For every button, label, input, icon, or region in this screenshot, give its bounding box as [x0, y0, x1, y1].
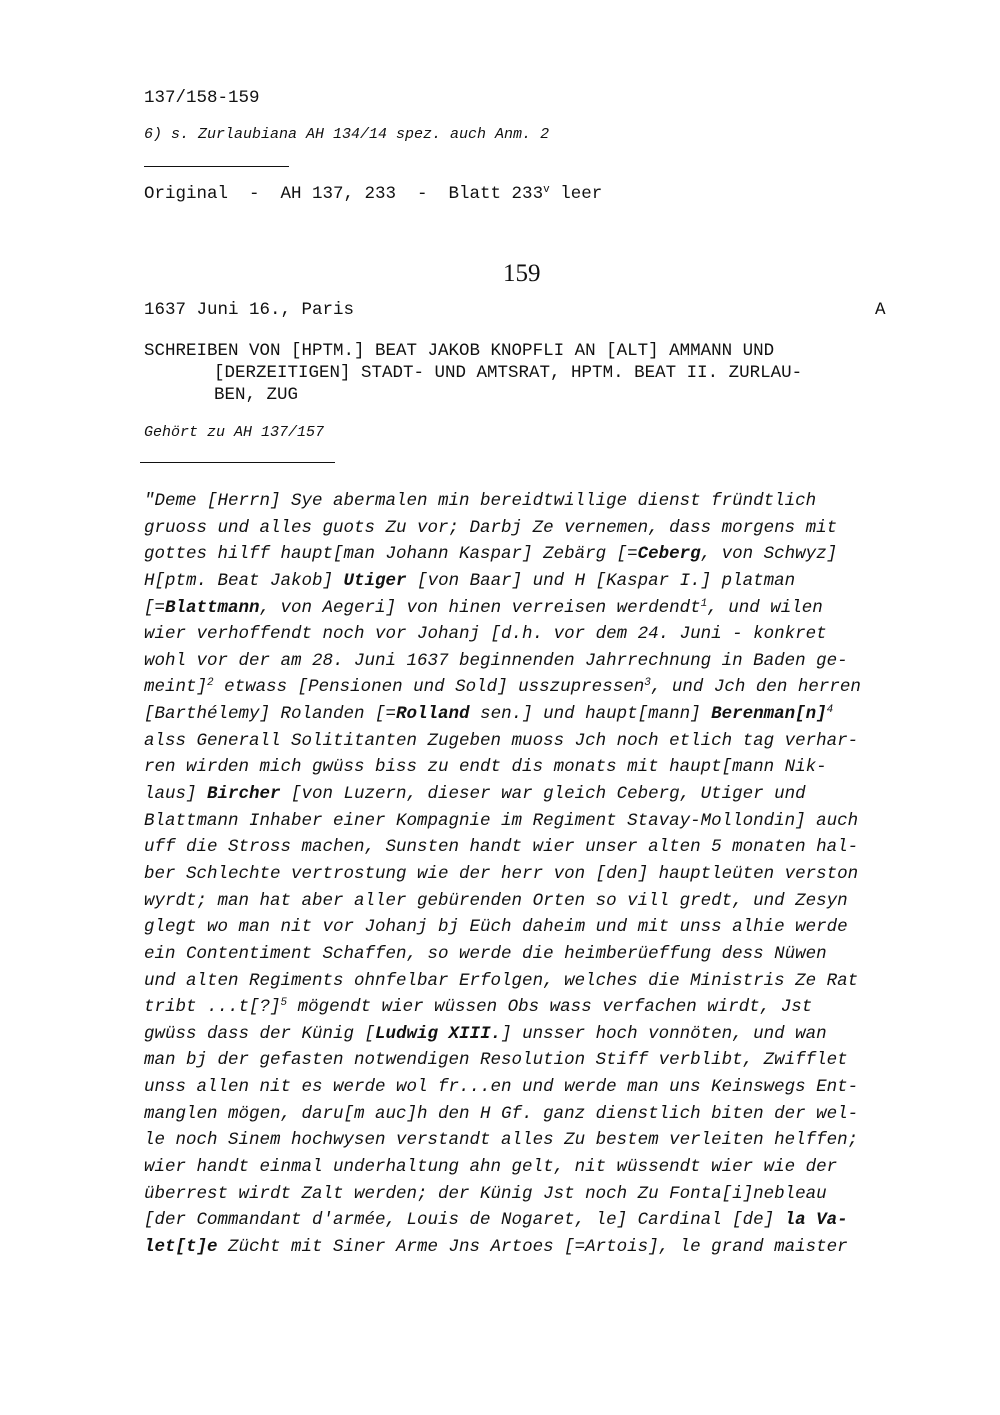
body-line [144, 595, 934, 622]
body-line [144, 488, 934, 515]
body-line [144, 1234, 934, 1261]
body-text-segment: "Deme [Herrn] Sye abermalen min bereidtwillige dienst fründtlich [144, 491, 817, 511]
body-text-segment: , von Schwyz] [700, 544, 838, 565]
body-text-segment: unss allen nit es werde wol fr...en und werde man uns Keinswegs Ent- [144, 1077, 859, 1098]
body-text-segment: [von Baar] und H [Kaspar I.] platman [406, 570, 796, 591]
body-text-segment: ] unsser hoch vonnöten, und wan [501, 1023, 827, 1044]
footnote-marker: 4 [826, 704, 834, 717]
body-line [144, 701, 934, 728]
body-line [144, 808, 934, 835]
body-text-segment: [von Luzern, dieser war gleich Ceberg, Utiger und [280, 784, 806, 805]
body-text-segment: und alten Regiments ohnfelbar Erfolgen, welches die Ministris Ze Rat [144, 970, 859, 991]
verso-superscript: v [543, 184, 550, 196]
header-rule [140, 462, 335, 463]
body-text-segment: Zücht mit Siner Arme Jns Artoes [=Artois], le grand maister [217, 1236, 848, 1257]
body-text-segment: laus] [144, 784, 208, 805]
emphasized-name: Rolland [396, 704, 470, 725]
footnote-marker: 5 [280, 997, 288, 1010]
body-text-segment: gottes hilff haupt[man Johann Kaspar] Zebärg [= [144, 544, 638, 565]
body-text-segment: Blattmann Inhaber einer Kompagnie im Regiment Stavay-Mollondin] auch [144, 810, 859, 831]
body-text-segment: , und wilen [707, 597, 823, 618]
body-line [144, 781, 934, 808]
body-text-segment: überrest wirdt Zalt werden; der Künig Jst noch Zu Fonta[i]nebleau [144, 1183, 827, 1204]
classification-letter: A [875, 300, 886, 320]
body-text-segment: wyrdt; man hat aber aller gebürenden Orten so vill gredt, und Zesyn [144, 890, 848, 911]
emphasized-name: Utiger [343, 570, 407, 591]
body-text-segment: gruoss und alles guots Zu vor; Darbj Ze vernemen, dass morgens mit [144, 517, 838, 538]
body-text-segment: ren wirden mich gwüss biss zu endt dis monats mit haupt[mann Nik- [144, 757, 827, 778]
document-title-line-2: [DERZEITIGEN] STADT- UND AMTSRAT, HPTM. BEAT II. ZURLAU- [214, 363, 803, 383]
body-text-segment: ein Contentiment Schaffen, so werde die heimberüeffung dess Nüwen [144, 943, 827, 964]
body-text-segment: [= [144, 597, 166, 618]
body-line [144, 968, 934, 995]
body-line [144, 861, 934, 888]
body-text-segment: [der Commandant d'armée, Louis de Nogaret, le] Cardinal [de] [144, 1210, 785, 1231]
body-line [144, 1021, 934, 1048]
body-line [144, 994, 934, 1021]
body-line [144, 1181, 934, 1208]
body-line [144, 568, 934, 595]
body-line [144, 834, 934, 861]
body-text-segment: ber Schlechte vertrostung wie der herr von [den] hauptleüten verston [144, 863, 859, 884]
body-line [144, 888, 934, 915]
footnote-6: 6) s. Zurlaubiana AH 134/14 spez. auch Anm. 2 [144, 126, 550, 143]
body-text-segment: wier verhoffendt noch vor Johanj [d.h. vor dem 24. Juni - konkret [144, 624, 827, 645]
body-text-segment: alss Generall Solititanten Zugeben muoss Jch noch etlich tag verhar- [144, 730, 859, 751]
body-text-segment: , und Jch den herren [650, 677, 861, 698]
body-text-segment: uff die Stross machen, Sunsten handt wier unser alten 5 monaten hal- [144, 837, 859, 858]
body-line [144, 1207, 934, 1234]
original-suffix: leer [549, 184, 603, 204]
original-source-line [144, 184, 602, 204]
emphasized-name: Bircher [207, 784, 281, 805]
body-text-segment: , von Aegeri] von hinen verreisen werdendt [259, 597, 701, 618]
belongs-to-note: Gehört zu AH 137/157 [144, 424, 325, 441]
body-line [144, 1074, 934, 1101]
body-line [144, 621, 934, 648]
letter-body [144, 488, 934, 1261]
body-text-segment: mögendt wier wüssen Obs wass verfachen wirdt, Jst [287, 997, 813, 1018]
body-text-segment: wohl vor der am 28. Juni 1637 beginnenden Jahrrechnung in Baden ge- [144, 650, 848, 671]
body-line [144, 754, 934, 781]
body-text-segment: gwüss dass der Künig [ [144, 1023, 376, 1044]
emphasized-name: Ludwig XIII. [375, 1023, 502, 1044]
body-line [144, 914, 934, 941]
emphasized-name: Berenman[n] [711, 704, 827, 725]
body-line [144, 541, 934, 568]
date-place: 1637 Juni 16., Paris [144, 300, 355, 320]
body-text-segment: meint] [144, 677, 208, 698]
body-text-segment: tribt ...t[?] [144, 997, 281, 1018]
body-text-segment: etwass [Pensionen und Sold] usszupressen [213, 677, 645, 698]
footnote-marker: 2 [207, 677, 214, 690]
emphasized-name: la Va- [784, 1210, 848, 1231]
body-line [144, 1101, 934, 1128]
document-number: 159 [503, 260, 541, 287]
body-text-segment: glegt wo man nit vor Johanj bj Eüch daheim und mit unss alhie werde [144, 917, 848, 938]
footnote-marker: 3 [644, 677, 651, 690]
body-text-segment: man bj der gefasten notwendigen Resolution Stiff verblibt, Zwifflet [144, 1050, 848, 1071]
body-text-segment: le noch Sinem hochwysen verstandt alles Zu bestem verleiten helffen; [144, 1130, 859, 1151]
footnote-marker: 1 [700, 597, 708, 610]
body-text-segment: sen.] und haupt[mann] [469, 704, 712, 725]
footnote-rule [144, 166, 289, 167]
body-text-segment: [Barthélemy] Rolanden [= [144, 704, 397, 725]
emphasized-name: Blattmann [165, 597, 260, 618]
page-reference: 137/158-159 [144, 88, 260, 108]
body-line [144, 941, 934, 968]
body-line [144, 728, 934, 755]
body-line [144, 674, 934, 701]
body-line [144, 1154, 934, 1181]
original-text: Original - AH 137, 233 - Blatt 233 [144, 184, 544, 204]
document-title-line-3: BEN, ZUG [214, 385, 299, 405]
emphasized-name: Ceberg [637, 544, 701, 565]
body-line [144, 515, 934, 542]
body-text-segment: wier handt einmal underhaltung ahn gelt, nit wüssendt wier wie der [144, 1157, 838, 1178]
body-line [144, 648, 934, 675]
body-text-segment: H[ptm. Beat Jakob] [144, 570, 344, 591]
body-line [144, 1127, 934, 1154]
document-title-line-1: SCHREIBEN VON [HPTM.] BEAT JAKOB KNOPFLI AN [ALT] AMMANN UND [144, 341, 775, 361]
body-line [144, 1047, 934, 1074]
emphasized-name: let[t]e [144, 1236, 218, 1257]
body-text-segment: manglen mögen, daru[m auc]h den H Gf. ganz dienstlich biten der wel- [144, 1103, 859, 1124]
